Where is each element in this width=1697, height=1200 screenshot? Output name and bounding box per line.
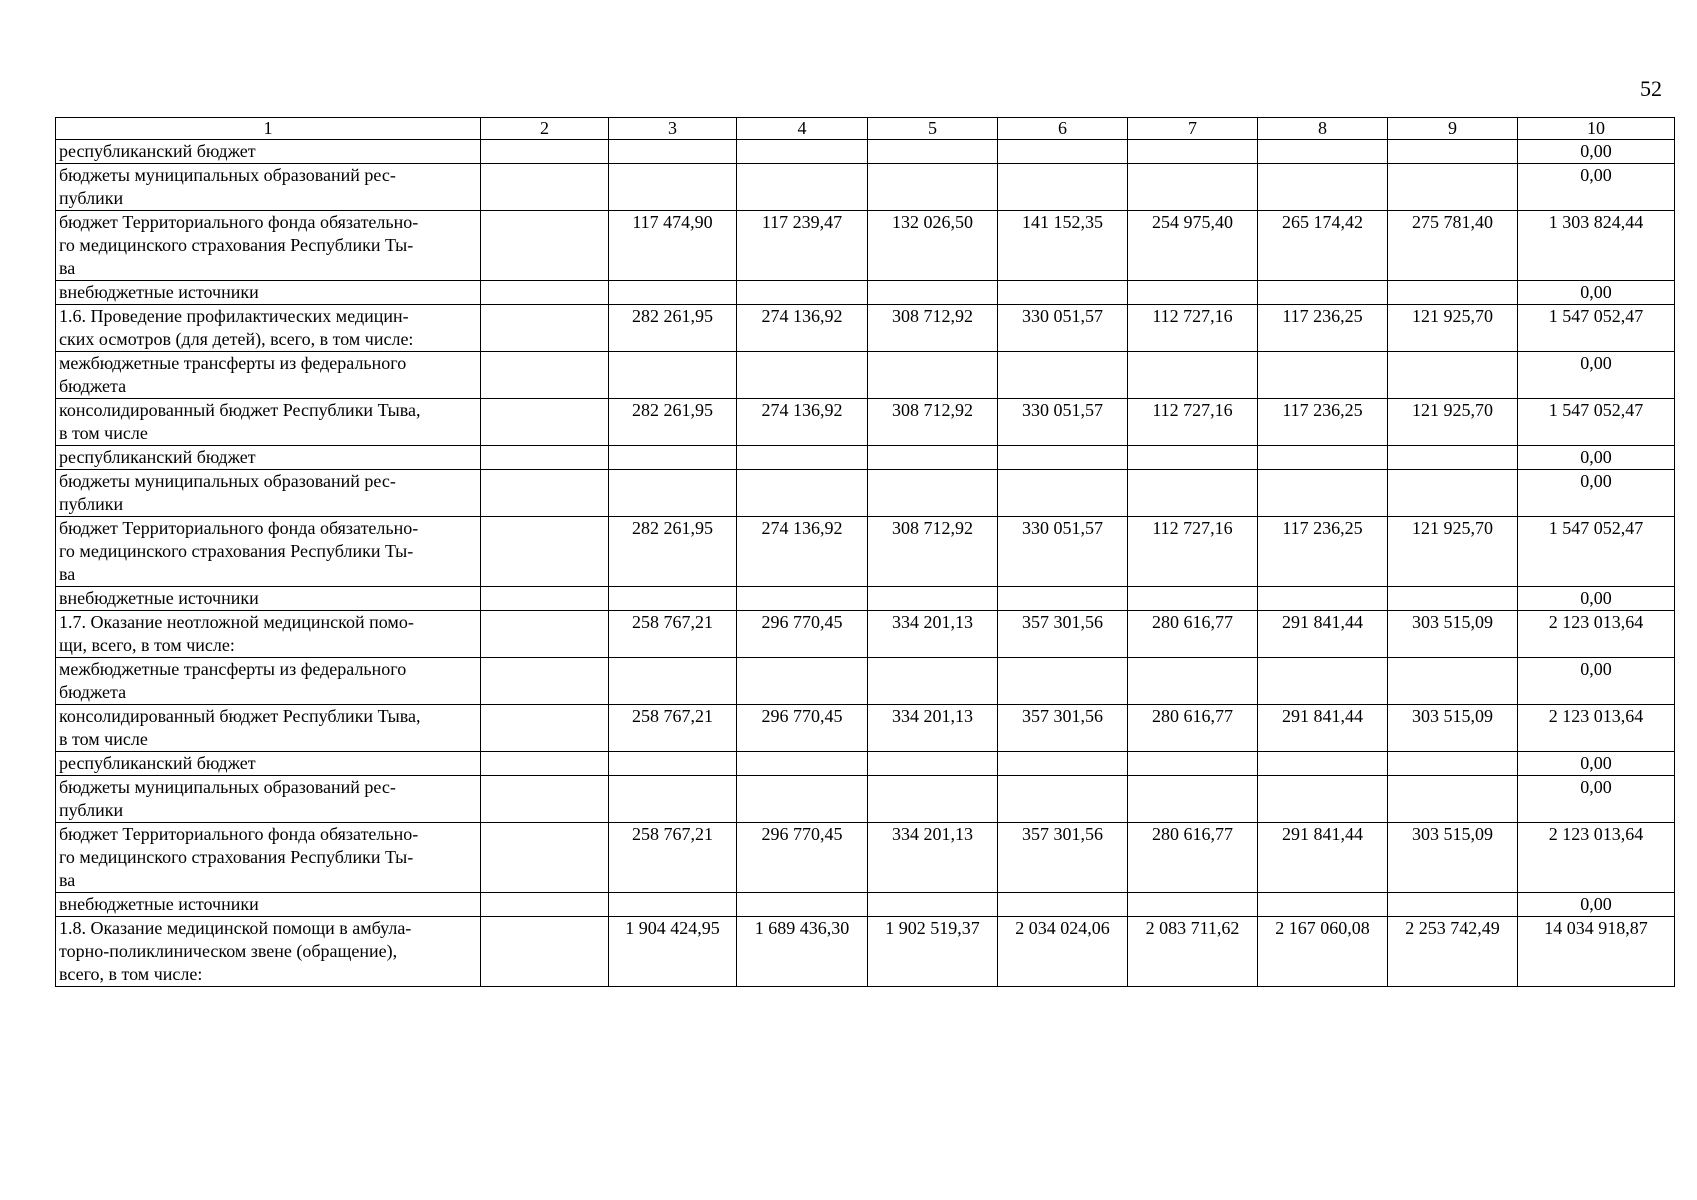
value-cell: 117 236,25: [1258, 399, 1388, 446]
value-cell: [1128, 140, 1258, 164]
value-cell: [1388, 658, 1518, 705]
value-cell: 0,00: [1518, 140, 1675, 164]
value-cell: 0,00: [1518, 776, 1675, 823]
column-header: 4: [737, 118, 868, 140]
value-cell: [1258, 776, 1388, 823]
value-cell: 1 547 052,47: [1518, 399, 1675, 446]
value-cell: [481, 752, 609, 776]
value-cell: 117 474,90: [609, 211, 737, 281]
value-cell: 258 767,21: [609, 823, 737, 893]
value-cell: [1258, 446, 1388, 470]
value-cell: [1388, 164, 1518, 211]
value-cell: 112 727,16: [1128, 305, 1258, 352]
value-cell: [1388, 752, 1518, 776]
table-row: [56, 470, 1675, 517]
row-label: республиканский бюджет: [56, 752, 481, 776]
value-cell: 357 301,56: [998, 611, 1128, 658]
table-row: [56, 776, 1675, 823]
column-header: 3: [609, 118, 737, 140]
value-cell: [1128, 352, 1258, 399]
value-cell: [1388, 281, 1518, 305]
value-cell: [1128, 587, 1258, 611]
value-cell: [737, 281, 868, 305]
row-label: межбюджетные трансферты из федерального бюджета: [56, 658, 481, 705]
value-cell: 0,00: [1518, 352, 1675, 399]
table-row: [56, 893, 1675, 917]
header-row: [56, 118, 1675, 140]
value-cell: [609, 140, 737, 164]
value-cell: 0,00: [1518, 752, 1675, 776]
value-cell: [1388, 140, 1518, 164]
value-cell: 112 727,16: [1128, 517, 1258, 587]
value-cell: 141 152,35: [998, 211, 1128, 281]
value-cell: 330 051,57: [998, 305, 1128, 352]
value-cell: [1128, 776, 1258, 823]
value-cell: [609, 776, 737, 823]
value-cell: [737, 352, 868, 399]
value-cell: [481, 470, 609, 517]
table-row: [56, 352, 1675, 399]
value-cell: 265 174,42: [1258, 211, 1388, 281]
value-cell: [998, 352, 1128, 399]
value-cell: 2 034 024,06: [998, 917, 1128, 987]
value-cell: [737, 140, 868, 164]
table-row: [56, 517, 1675, 587]
table-row: [56, 399, 1675, 446]
value-cell: 296 770,45: [737, 823, 868, 893]
value-cell: 303 515,09: [1388, 705, 1518, 752]
value-cell: [609, 470, 737, 517]
row-label: 1.8. Оказание медицинской помощи в амбула- торно-поликлиническом звене (обращение), всего, в том числе:: [56, 917, 481, 987]
value-cell: [998, 140, 1128, 164]
column-header: 5: [868, 118, 998, 140]
value-cell: [998, 752, 1128, 776]
value-cell: 308 712,92: [868, 305, 998, 352]
table-row: [56, 658, 1675, 705]
value-cell: 334 201,13: [868, 705, 998, 752]
value-cell: [1128, 893, 1258, 917]
row-label: внебюджетные источники: [56, 587, 481, 611]
value-cell: 0,00: [1518, 470, 1675, 517]
value-cell: [481, 917, 609, 987]
value-cell: 1 547 052,47: [1518, 305, 1675, 352]
value-cell: 334 201,13: [868, 823, 998, 893]
column-header: 1: [56, 118, 481, 140]
value-cell: [481, 352, 609, 399]
value-cell: [481, 164, 609, 211]
value-cell: [1258, 164, 1388, 211]
row-label: консолидированный бюджет Республики Тыва, в том числе: [56, 705, 481, 752]
value-cell: 132 026,50: [868, 211, 998, 281]
value-cell: 280 616,77: [1128, 611, 1258, 658]
value-cell: 280 616,77: [1128, 823, 1258, 893]
row-label: республиканский бюджет: [56, 446, 481, 470]
value-cell: 0,00: [1518, 281, 1675, 305]
value-cell: 2 123 013,64: [1518, 611, 1675, 658]
table-row: [56, 705, 1675, 752]
value-cell: [1388, 587, 1518, 611]
value-cell: 330 051,57: [998, 399, 1128, 446]
value-cell: [998, 587, 1128, 611]
value-cell: 296 770,45: [737, 705, 868, 752]
value-cell: 0,00: [1518, 658, 1675, 705]
row-label: бюджет Территориального фонда обязательно- го медицинского страхования Республики Ты- ва: [56, 517, 481, 587]
value-cell: 1 902 519,37: [868, 917, 998, 987]
row-label: консолидированный бюджет Республики Тыва, в том числе: [56, 399, 481, 446]
value-cell: [737, 446, 868, 470]
value-cell: 117 239,47: [737, 211, 868, 281]
row-label: бюджеты муниципальных образований рес- публики: [56, 776, 481, 823]
value-cell: 303 515,09: [1388, 611, 1518, 658]
table-row: [56, 281, 1675, 305]
value-cell: 0,00: [1518, 587, 1675, 611]
value-cell: 0,00: [1518, 164, 1675, 211]
value-cell: [737, 776, 868, 823]
value-cell: [868, 140, 998, 164]
value-cell: [609, 281, 737, 305]
value-cell: [481, 611, 609, 658]
value-cell: [609, 446, 737, 470]
value-cell: 280 616,77: [1128, 705, 1258, 752]
table-body: [56, 118, 1675, 987]
table-row: [56, 305, 1675, 352]
value-cell: [1258, 893, 1388, 917]
value-cell: 291 841,44: [1258, 705, 1388, 752]
value-cell: [998, 658, 1128, 705]
value-cell: [1128, 281, 1258, 305]
value-cell: [868, 352, 998, 399]
value-cell: [1388, 446, 1518, 470]
value-cell: [737, 658, 868, 705]
value-cell: [481, 776, 609, 823]
column-header: 6: [998, 118, 1128, 140]
column-header: 10: [1518, 118, 1675, 140]
value-cell: [998, 164, 1128, 211]
value-cell: 121 925,70: [1388, 305, 1518, 352]
value-cell: 291 841,44: [1258, 611, 1388, 658]
value-cell: [481, 705, 609, 752]
value-cell: 275 781,40: [1388, 211, 1518, 281]
value-cell: [1258, 752, 1388, 776]
value-cell: [609, 893, 737, 917]
value-cell: [1388, 352, 1518, 399]
value-cell: [481, 446, 609, 470]
table-row: [56, 140, 1675, 164]
value-cell: 2 083 711,62: [1128, 917, 1258, 987]
value-cell: 121 925,70: [1388, 517, 1518, 587]
value-cell: 282 261,95: [609, 517, 737, 587]
table-row: [56, 587, 1675, 611]
value-cell: [481, 893, 609, 917]
value-cell: [868, 658, 998, 705]
value-cell: [1388, 470, 1518, 517]
value-cell: 258 767,21: [609, 705, 737, 752]
value-cell: [481, 587, 609, 611]
row-label: бюджеты муниципальных образований рес- публики: [56, 470, 481, 517]
value-cell: 303 515,09: [1388, 823, 1518, 893]
table-row: [56, 164, 1675, 211]
value-cell: 1 904 424,95: [609, 917, 737, 987]
value-cell: 330 051,57: [998, 517, 1128, 587]
value-cell: [1258, 658, 1388, 705]
value-cell: 1 303 824,44: [1518, 211, 1675, 281]
value-cell: 291 841,44: [1258, 823, 1388, 893]
row-label: 1.7. Оказание неотложной медицинской помо- щи, всего, в том числе:: [56, 611, 481, 658]
value-cell: 296 770,45: [737, 611, 868, 658]
value-cell: [609, 352, 737, 399]
value-cell: [998, 470, 1128, 517]
value-cell: [481, 658, 609, 705]
value-cell: [868, 752, 998, 776]
value-cell: [481, 140, 609, 164]
column-header: 8: [1258, 118, 1388, 140]
value-cell: [481, 399, 609, 446]
value-cell: [868, 446, 998, 470]
value-cell: 0,00: [1518, 893, 1675, 917]
value-cell: [868, 281, 998, 305]
value-cell: 2 123 013,64: [1518, 705, 1675, 752]
value-cell: [481, 517, 609, 587]
value-cell: [998, 281, 1128, 305]
value-cell: 308 712,92: [868, 517, 998, 587]
value-cell: [609, 752, 737, 776]
row-label: бюджет Территориального фонда обязательно- го медицинского страхования Республики Ты- ва: [56, 211, 481, 281]
value-cell: [1128, 658, 1258, 705]
value-cell: [868, 587, 998, 611]
value-cell: [481, 211, 609, 281]
row-label: внебюджетные источники: [56, 893, 481, 917]
value-cell: [609, 658, 737, 705]
value-cell: 334 201,13: [868, 611, 998, 658]
table-row: [56, 211, 1675, 281]
value-cell: [481, 305, 609, 352]
value-cell: 14 034 918,87: [1518, 917, 1675, 987]
value-cell: [1388, 893, 1518, 917]
row-label: республиканский бюджет: [56, 140, 481, 164]
table-row: [56, 446, 1675, 470]
value-cell: 0,00: [1518, 446, 1675, 470]
value-cell: 254 975,40: [1128, 211, 1258, 281]
value-cell: 1 547 052,47: [1518, 517, 1675, 587]
value-cell: [868, 164, 998, 211]
value-cell: [998, 893, 1128, 917]
value-cell: [1128, 470, 1258, 517]
value-cell: 274 136,92: [737, 305, 868, 352]
value-cell: [481, 823, 609, 893]
value-cell: 357 301,56: [998, 823, 1128, 893]
value-cell: 274 136,92: [737, 399, 868, 446]
value-cell: [998, 446, 1128, 470]
value-cell: 1 689 436,30: [737, 917, 868, 987]
value-cell: [1388, 776, 1518, 823]
value-cell: [1258, 587, 1388, 611]
value-cell: 117 236,25: [1258, 305, 1388, 352]
table-row: [56, 917, 1675, 987]
column-header: 7: [1128, 118, 1258, 140]
row-label: внебюджетные источники: [56, 281, 481, 305]
value-cell: [1258, 281, 1388, 305]
value-cell: [609, 587, 737, 611]
column-header: 9: [1388, 118, 1518, 140]
value-cell: [1128, 752, 1258, 776]
row-label: бюджет Территориального фонда обязательно- го медицинского страхования Республики Ты- ва: [56, 823, 481, 893]
value-cell: [998, 776, 1128, 823]
value-cell: 2 123 013,64: [1518, 823, 1675, 893]
value-cell: 282 261,95: [609, 305, 737, 352]
page-number: 52: [1640, 76, 1662, 101]
value-cell: [1258, 352, 1388, 399]
value-cell: [481, 281, 609, 305]
value-cell: [868, 470, 998, 517]
value-cell: [1128, 164, 1258, 211]
value-cell: 357 301,56: [998, 705, 1128, 752]
column-header: 2: [481, 118, 609, 140]
value-cell: [1258, 470, 1388, 517]
value-cell: [737, 470, 868, 517]
value-cell: [737, 893, 868, 917]
value-cell: [1258, 140, 1388, 164]
value-cell: 308 712,92: [868, 399, 998, 446]
value-cell: 2 167 060,08: [1258, 917, 1388, 987]
value-cell: 282 261,95: [609, 399, 737, 446]
value-cell: [868, 776, 998, 823]
table-row: [56, 823, 1675, 893]
table-row: [56, 752, 1675, 776]
value-cell: 117 236,25: [1258, 517, 1388, 587]
value-cell: [737, 752, 868, 776]
value-cell: [737, 587, 868, 611]
value-cell: 112 727,16: [1128, 399, 1258, 446]
value-cell: 2 253 742,49: [1388, 917, 1518, 987]
budget-table: [55, 117, 1675, 987]
value-cell: [1128, 446, 1258, 470]
value-cell: 258 767,21: [609, 611, 737, 658]
value-cell: [737, 164, 868, 211]
row-label: межбюджетные трансферты из федерального бюджета: [56, 352, 481, 399]
table-row: [56, 611, 1675, 658]
value-cell: [609, 164, 737, 211]
value-cell: 121 925,70: [1388, 399, 1518, 446]
row-label: бюджеты муниципальных образований рес- публики: [56, 164, 481, 211]
value-cell: [868, 893, 998, 917]
row-label: 1.6. Проведение профилактических медицин- ских осмотров (для детей), всего, в том числе:: [56, 305, 481, 352]
value-cell: 274 136,92: [737, 517, 868, 587]
